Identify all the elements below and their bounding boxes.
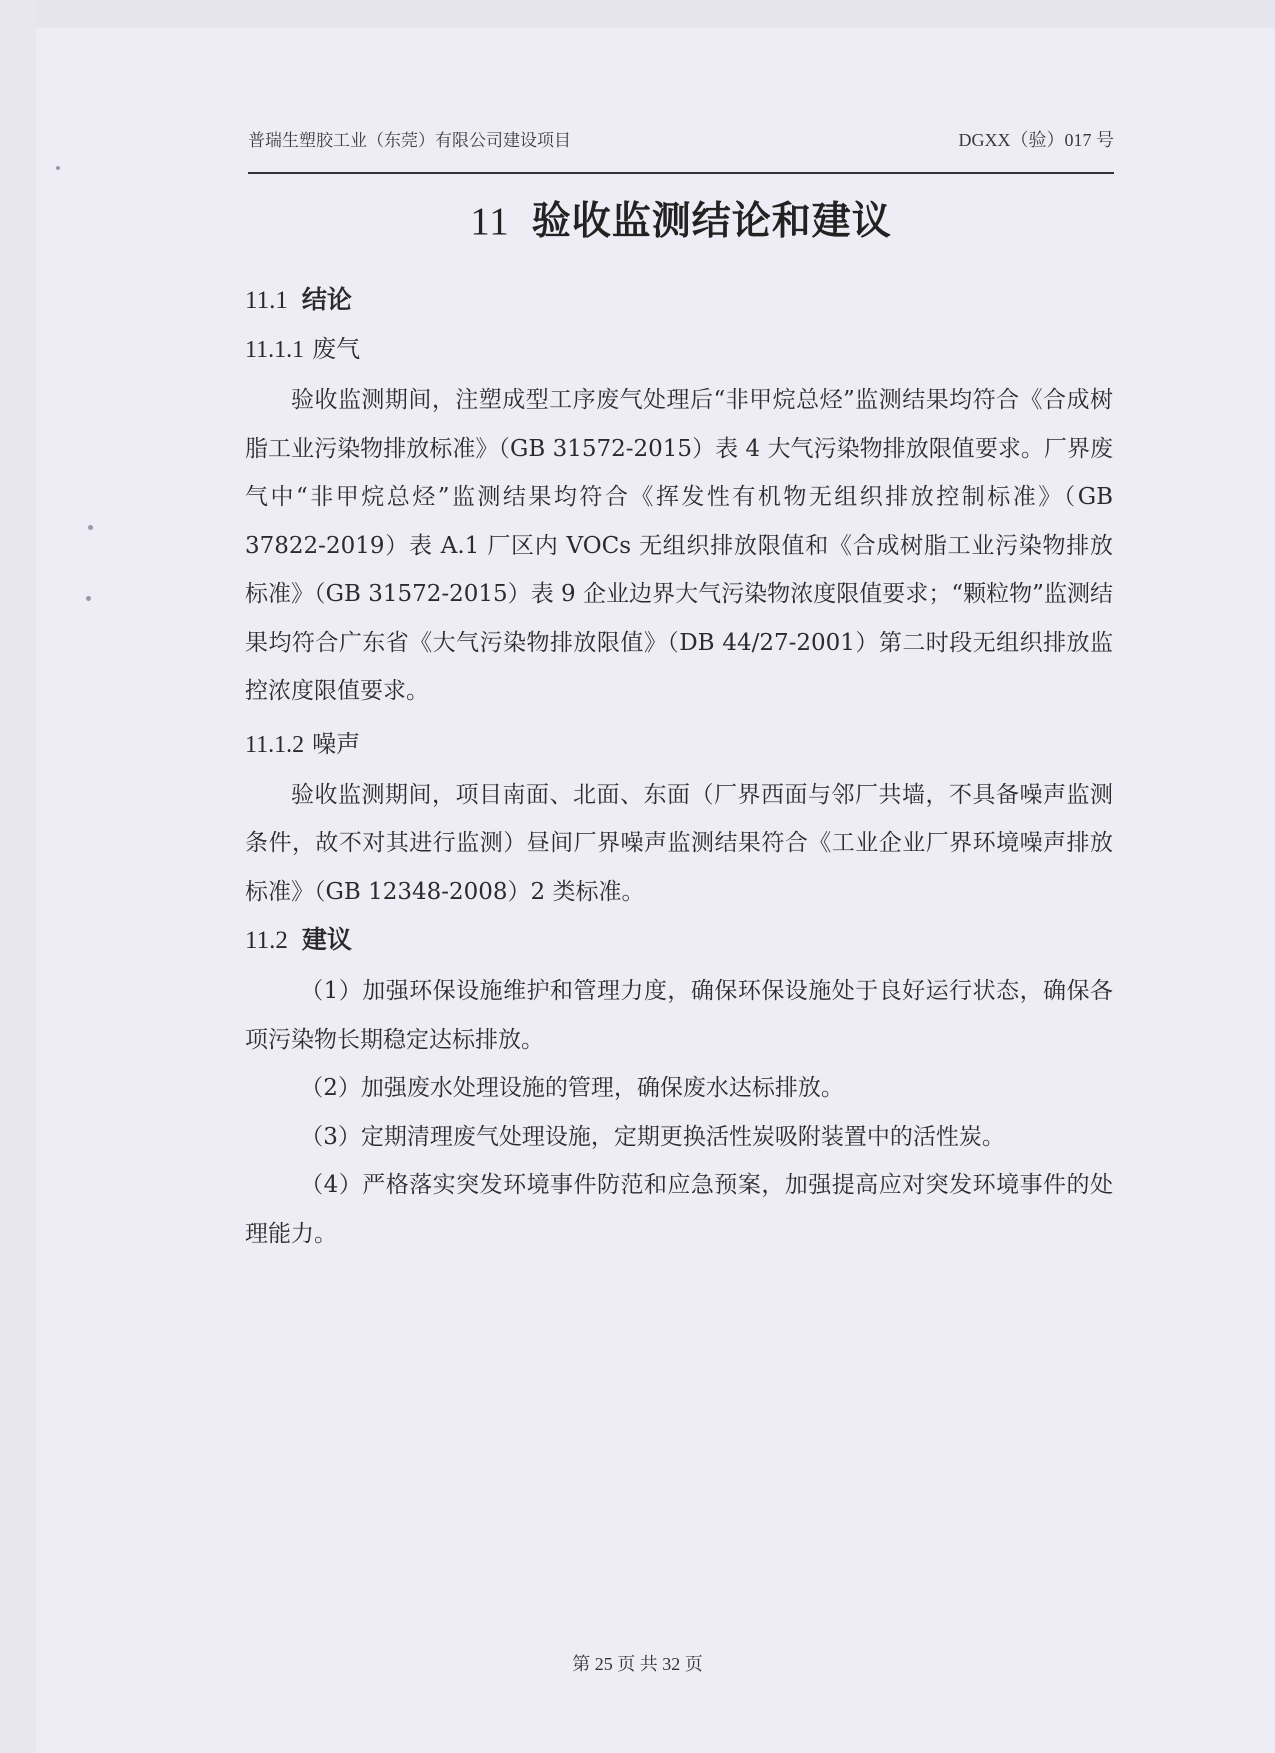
header-project-name: 普瑞生塑胶工业（东莞）有限公司建设项目: [248, 131, 571, 151]
scan-left-edge: [0, 0, 36, 1753]
subsection-heading-noise: [245, 722, 1113, 767]
header-report-number: DGXX（验）017 号: [958, 130, 1114, 150]
chapter-number: 11: [470, 200, 510, 243]
chapter-title-text: 验收监测结论和建议: [531, 199, 892, 244]
section-heading-conclusion: [245, 280, 1113, 321]
scan-speck: [56, 166, 60, 170]
section-number: 11.2: [245, 927, 288, 954]
section-title: 结论: [301, 285, 352, 314]
subsection-number: 11.1.1: [245, 337, 305, 363]
noise-paragraph: 验收监测期间，项目南面、北面、东面（厂界西面与邻厂共墙，不具备噪声监测条件，故不对其进行监测）昼间厂界噪声监测结果符合《工业企业厂界环境噪声排放标准》（GB 12348-2008）2 类标准。: [245, 781, 1113, 905]
chapter-title: [248, 190, 1114, 246]
subsection-heading-waste-gas: [245, 327, 1113, 372]
suggestion-item: （1）加强环保设施维护和管理力度，确保环保设施处于良好运行状态，确保各项污染物长期稳定达标排放。: [245, 978, 1113, 1053]
section-number: 11.1: [245, 287, 288, 314]
section-heading-suggestions: [245, 920, 1113, 961]
subsection-number: 11.1.2: [245, 731, 305, 758]
suggestion-item: （4）严格落实突发环境事件防范和应急预案，加强提高应对突发环境事件的处理能力。: [245, 1172, 1113, 1247]
subsection-title: 噪声: [312, 729, 361, 758]
header-rule: [248, 172, 1114, 174]
suggestion-item: （2）加强废水处理设施的管理，确保废水达标排放。: [300, 1075, 844, 1101]
waste-gas-paragraph: 验收监测期间，注塑成型工序废气处理后“非甲烷总烃”监测结果均符合《合成树脂工业污染物排放标准》（GB 31572-2015）表 4 大气污染物排放限值要求。厂界废气中“非甲烷总烃”监测结果均符合《挥发性有机物无组织排放控制标准》（GB 37822-2019）表 A.1 厂区内 VOCs 无组织排放限值和《合成树脂工业污染物排放标准》（GB 31572-2015）表 9 企业边界大气污染物浓度限值要求；“颗粒物”监测结果均符合广东省《大气污染物排放限值》（DB 44/27-2001）第二时段无组织排放监控浓度限值要求。: [245, 387, 1113, 704]
page-footer: 第 25 页 共 32 页: [572, 1654, 703, 1674]
section-title: 建议: [301, 925, 352, 954]
suggestion-item: （3）定期清理废气处理设施，定期更换活性炭吸附装置中的活性炭。: [300, 1123, 1005, 1150]
scan-speck: [88, 525, 93, 530]
scan-speck: [86, 596, 91, 601]
scan-top-edge: [0, 0, 1275, 28]
page-header: [248, 126, 1114, 152]
subsection-title: 废气: [312, 335, 361, 363]
document-body: [245, 270, 1113, 1258]
